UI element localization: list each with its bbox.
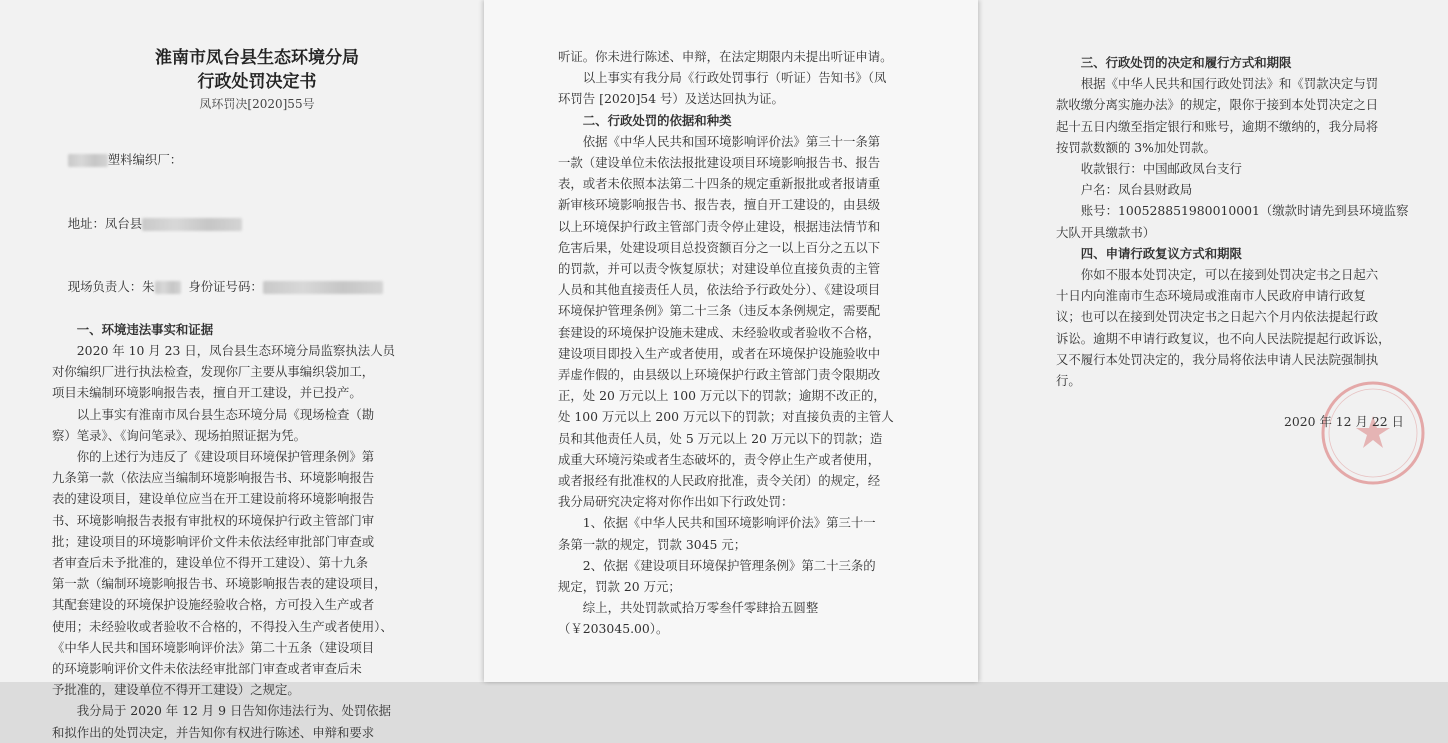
text-line: 予批准的，建设单位不得开工建设）之规定。 bbox=[52, 682, 300, 698]
text-line: 又不履行本处罚决定的，我分局将依法申请人民法院强制执 bbox=[1056, 351, 1379, 367]
text-line: 新审核环境影响报告书、报告表，擅自开工建设的，由县级 bbox=[558, 197, 881, 213]
text-line: 者审查后未予批准的，建设单位不得开工建设）、第十九条 bbox=[52, 555, 368, 571]
document-number: 凤环罚决[2020]55号 bbox=[199, 97, 315, 111]
text-line: 书、环境影响报告表报有审批权的环境保护行政主管部门审 bbox=[52, 512, 375, 528]
document-title: 行政处罚决定书 bbox=[197, 72, 317, 92]
redacted-address bbox=[142, 218, 242, 231]
text-line: 议；也可以在接到处罚决定书之日起六个月内依法提起行政 bbox=[1056, 309, 1379, 325]
text-line: 十日内向淮南市生态环境局或淮南市人民政府申请行政复 bbox=[1056, 288, 1366, 304]
text-line: 你的上述行为违反了《建设项目环境保护管理条例》第 bbox=[76, 449, 375, 465]
text-line: 以上事实有淮南市凤台县生态环境分局《现场检查（勘 bbox=[76, 406, 375, 422]
document-page-2 bbox=[484, 0, 978, 682]
text-line: 以上事实有我分局《行政处罚事行（听证）告知书》（凤 bbox=[582, 70, 887, 86]
text-line: 表，或者未依照本法第二十四条的规定重新报批或者报请重 bbox=[558, 176, 881, 192]
section-heading-2: 二、行政处罚的依据和种类 bbox=[582, 112, 732, 128]
text-line: 按罚款数额的 3%加处罚款。 bbox=[1056, 139, 1216, 155]
text-line: 对你编织厂进行执法检查，发现你厂主要从事编织袋加工， bbox=[52, 364, 375, 380]
text-line: 使用；未经验收或者验收不合格的，不得投入生产或者使用）、 bbox=[52, 618, 393, 634]
text-line: 《中华人民共和国环境影响评价法》第二十五条（建设项目 bbox=[52, 639, 375, 655]
text-line: 其配套建设的环境保护设施经验收合格，方可投入生产或者 bbox=[52, 597, 375, 613]
text-line: 依据《中华人民共和国环境影响评价法》第三十一条第 bbox=[582, 133, 881, 149]
text-line: 的罚款，并可以责令恢复原状；对建设单位直接负责的主管 bbox=[558, 261, 881, 277]
text-line: 我分局研究决定将对你作出如下行政处罚： bbox=[558, 494, 794, 510]
text-line: 根据《中华人民共和国行政处罚法》和《罚款决定与罚 bbox=[1080, 76, 1379, 92]
text-line: 环罚告 [2020]54 号）及送达回执为证。 bbox=[558, 91, 784, 107]
section-heading-1: 一、环境违法事实和证据 bbox=[76, 321, 214, 337]
text-line: 2020 年 10 月 23 日，凤台县生态环境分局监察执法人员 bbox=[76, 343, 395, 359]
text-line: 批；建设项目的环境影响评价文件未依法经审批部门审查或 bbox=[52, 533, 375, 549]
text-line: 起十五日内缴至指定银行和账号，逾期不缴纳的，我分局将 bbox=[1056, 118, 1379, 134]
official-seal bbox=[1318, 378, 1428, 488]
text-line: 大队开具缴款书） bbox=[1056, 224, 1156, 240]
text-line: 正，处 20 万元以上 100 万元以下的罚款；逾期不改正的， bbox=[558, 388, 886, 404]
text-line: 弄虚作假的，由县级以上环境保护行政主管部门责令限期改 bbox=[558, 367, 881, 383]
person-line: 现场负责人：朱 身份证号码： bbox=[52, 255, 462, 319]
text-line: 或者报经有批准权的人民政府批准，责令关闭）的规定，经 bbox=[558, 473, 881, 489]
text-line: 第一款（编制环境影响报告书、环境影响报告表的建设项目， bbox=[52, 576, 387, 592]
address-line: 地址：凤台县 bbox=[52, 192, 462, 256]
text-line: 员和其他责任人员，处 5 万元以上 20 万元以下的罚款；造 bbox=[558, 430, 883, 446]
text-line: 听证。你未进行陈述、申辩，在法定期限内未提出听证申请。 bbox=[558, 49, 893, 64]
text-line: 危害后果，处建设项目总投资额百分之一以上百分之五以下 bbox=[558, 239, 881, 255]
section-heading-4: 四、申请行政复议方式和期限 bbox=[1080, 245, 1242, 261]
text-line: 的环境影响评价文件未依法经审批部门审查或者审查后未 bbox=[52, 661, 362, 677]
text-line: 1、依据《中华人民共和国环境影响评价法》第三十一 bbox=[582, 515, 876, 531]
document-page-1 bbox=[0, 0, 484, 740]
text-line: 处 100 万元以上 200 万元以下的罚款；对直接负责的主管人 bbox=[558, 409, 894, 425]
total-penalty-amount: （￥203045.00）。 bbox=[558, 621, 669, 637]
text-line: 建设项目即投入生产或者使用，或者在环境保护设施验收中 bbox=[558, 345, 881, 361]
account-name-line: 户名：凤台县财政局 bbox=[1080, 182, 1193, 198]
issue-date: 2020 年 12 月 22 日 bbox=[1284, 414, 1404, 429]
text-line: 和拟作出的处罚决定，并告知你有权进行陈述、申辩和要求 bbox=[52, 724, 375, 740]
text-line: 人员和其他直接责任人员，依法给予行政处分）、《建设项目 bbox=[558, 282, 881, 298]
text-line: 诉讼。逾期不申请行政复议，也不向人民法院提起行政诉讼， bbox=[1056, 330, 1391, 346]
section-heading-3: 三、行政处罚的决定和履行方式和期限 bbox=[1080, 55, 1292, 70]
text-line: 一款（建设单位未依法报批建设项目环境影响报告书、报告 bbox=[558, 155, 881, 171]
text-line: 条第一款的规定，罚款 3045 元； bbox=[558, 536, 747, 552]
bank-line: 收款银行：中国邮政凤台支行 bbox=[1080, 161, 1242, 177]
redacted-name bbox=[68, 154, 108, 167]
account-number-line: 账号：100528851980010001（缴款时请先到县环境监察 bbox=[1080, 203, 1409, 219]
seal-icon bbox=[1318, 378, 1428, 488]
redacted-id bbox=[263, 281, 383, 294]
text-line: 察）笔录》、《询问笔录》、现场拍照证据为凭。 bbox=[52, 427, 306, 443]
text-line: 表的建设项目，建设单位应当在开工建设前将环境影响报告 bbox=[52, 491, 375, 507]
text-line: 以上环境保护行政主管部门责令停止建设，根据违法情节和 bbox=[558, 218, 881, 234]
text-line: 九条第一款（依法应当编制环境影响报告书、环境影响报告 bbox=[52, 470, 375, 486]
text-line: 我分局于 2020 年 12 月 9 日告知你违法行为、处罚依据 bbox=[76, 703, 392, 719]
document-page-3 bbox=[978, 0, 1448, 682]
recipient-line: 塑料编织厂： bbox=[52, 128, 462, 192]
text-line: 成重大环境污染或者生态破坏的，责令停止生产或者使用， bbox=[558, 451, 881, 467]
text-line: 你如不服本处罚决定，可以在接到处罚决定书之日起六 bbox=[1080, 267, 1379, 283]
text-line: 套建设的环境保护设施未建成、未经验收或者验收不合格， bbox=[558, 324, 881, 340]
text-line: 规定，罚款 20 万元； bbox=[558, 579, 681, 595]
text-line: 2、依据《建设项目环境保护管理条例》第二十三条的 bbox=[582, 557, 876, 573]
text-line: 项目未编制环境影响报告表，擅自开工建设，并已投产。 bbox=[52, 385, 362, 401]
text-line: 款收缴分离实施办法》的规定，限你于接到本处罚决定之日 bbox=[1056, 97, 1379, 113]
agency-title: 淮南市凤台县生态环境分局 bbox=[155, 48, 359, 68]
text-line: 行。 bbox=[1056, 373, 1081, 389]
text-line: 环境保护管理条例》第二十三条（违反本条例规定，需要配 bbox=[558, 303, 881, 319]
redacted-person bbox=[155, 281, 181, 294]
total-penalty-line: 综上，共处罚款贰拾万零叁仟零肆拾五圆整 bbox=[582, 600, 819, 616]
